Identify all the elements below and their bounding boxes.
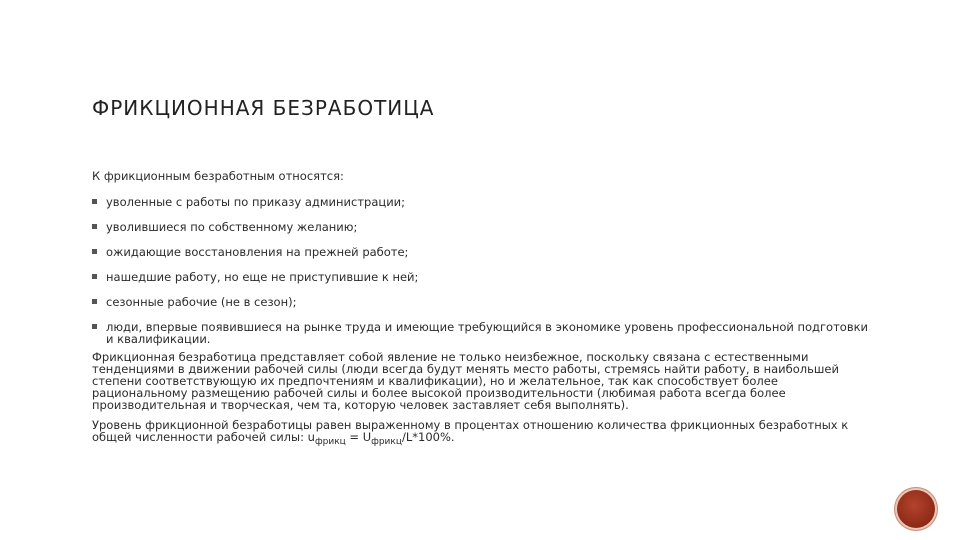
list-item <box>92 271 872 283</box>
list-item <box>92 196 872 208</box>
list-item <box>92 321 872 345</box>
list-item <box>92 296 872 308</box>
square-bullet-icon <box>92 324 97 329</box>
slide-number-badge <box>897 490 935 528</box>
formula-tail: /L*100%. <box>401 430 455 444</box>
list-item <box>92 246 872 258</box>
paragraph-definition: Фрикционная безработица представляет собой явление не только неизбежное, поскольку связана с естественными тенденциями в движении рабочей силы (люди всегда будут менять место работы, стремясь найти работу, в наибольшей степени соответствующую их предпочтениям и квалификации), но и желательное, так как способствует более рациональному размещению рабочей силы и более высокой производительности (любимая работа всегда более производительная и творческая, чем та, которую человек заставляет себя выполнять). <box>92 350 839 412</box>
square-bullet-icon <box>92 274 97 279</box>
intro-text: К фрикционным безработным относятся: <box>92 169 344 183</box>
formula-U-subscript: фрикц <box>371 437 402 447</box>
square-bullet-icon <box>92 224 97 229</box>
slide-content <box>92 170 872 448</box>
formula-u: u <box>307 430 315 444</box>
formula-equals: = <box>345 430 363 444</box>
list-item-text: уволенные с работы по приказу администрации; <box>106 195 406 209</box>
list-item-text: сезонные рабочие (не в сезон); <box>106 295 297 309</box>
paragraph-formula <box>92 419 872 448</box>
list-item <box>92 221 872 233</box>
square-bullet-icon <box>92 199 97 204</box>
list-item-text: уволившиеся по собственному желанию; <box>106 220 358 234</box>
square-bullet-icon <box>92 249 97 254</box>
formula-lead-text: Уровень фрикционной безработицы равен выраженному в процентах отношению количества фрикционных безработных к общей численности рабочей силы: <box>92 418 849 444</box>
formula-U: U <box>362 430 372 444</box>
list-item-text: ожидающие восстановления на прежней работе; <box>106 245 409 259</box>
bullet-list <box>92 196 872 345</box>
list-item-text: нашедшие работу, но еще не приступившие к ней; <box>106 270 419 284</box>
list-item-text: люди, впервые появившиеся на рынке труда и имеющие требующийся в экономике уровень профессиональной подготовки и квалификации. <box>106 320 869 346</box>
slide-title: ФРИКЦИОННАЯ БЕЗРАБОТИЦА <box>92 96 435 120</box>
formula-u-subscript: фрикц <box>314 437 346 447</box>
square-bullet-icon <box>92 299 97 304</box>
